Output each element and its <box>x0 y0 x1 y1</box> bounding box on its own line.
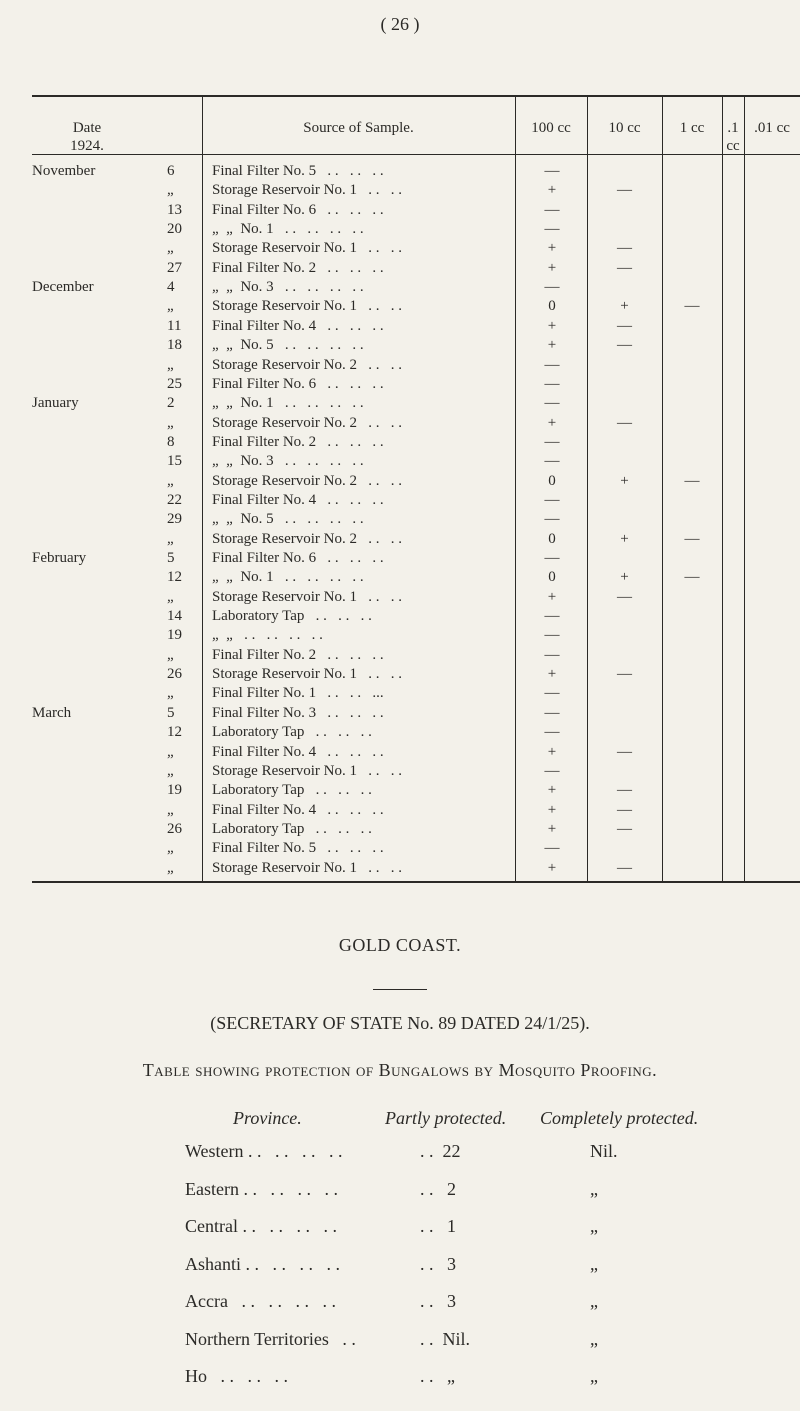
partly-protected-value: . . 1 <box>420 1216 456 1236</box>
date-day: „ <box>167 840 174 857</box>
sample-source: Final Filter No. 4 . . . . . . <box>212 491 384 508</box>
sample-source: Final Filter No. 6 . . . . . . <box>212 550 384 566</box>
sample-source: Laboratory Tap . . . . . . <box>212 782 372 799</box>
table-row <box>32 723 800 741</box>
partly-protected-value: . . Nil. <box>420 1328 471 1349</box>
result-100cc: + <box>547 317 557 334</box>
result-10cc: + <box>620 569 629 586</box>
date-day: 19 <box>167 782 182 799</box>
date-month: December <box>32 279 94 296</box>
result-1cc: — <box>684 569 700 586</box>
date-day: „ <box>167 356 174 373</box>
table-top-rule <box>32 95 800 97</box>
result-1cc: — <box>684 298 700 315</box>
header-1cc: 1 cc <box>679 120 705 136</box>
result-100cc: — <box>544 762 560 779</box>
result-10cc: — <box>617 259 632 276</box>
date-month: November <box>32 163 96 179</box>
province-name: Ho . . . . . . <box>185 1366 288 1386</box>
sample-source: Final Filter No. 5 . . . . . . <box>212 840 384 857</box>
result-100cc: + <box>547 182 557 199</box>
table-row <box>32 510 800 528</box>
province-name: Northern Territories . . <box>185 1328 356 1349</box>
date-day: 20 <box>167 221 182 238</box>
table-row <box>32 239 800 257</box>
province-name: Eastern . . . . . . . . <box>185 1178 338 1199</box>
sample-source: Storage Reservoir No. 1 . . . . <box>212 859 402 876</box>
result-10cc: — <box>617 182 632 199</box>
sample-source: „ „ No. 5 . . . . . . . . <box>212 337 364 354</box>
result-100cc: + <box>547 240 557 257</box>
partly-protected-value: . . 2 <box>420 1178 456 1199</box>
protection-row <box>0 1328 800 1350</box>
table-row <box>32 743 800 761</box>
date-day: „ <box>167 762 174 779</box>
result-100cc: — <box>544 163 560 179</box>
gold-coast-title: GOLD COAST. <box>338 935 462 955</box>
date-day: 12 <box>167 569 182 586</box>
result-100cc: + <box>547 337 557 354</box>
protection-row <box>0 1215 800 1237</box>
protection-row <box>0 1290 800 1312</box>
page-number: ( 26 ) <box>380 14 420 34</box>
result-100cc: — <box>544 704 560 721</box>
table-row <box>32 336 800 354</box>
result-100cc: — <box>544 395 560 412</box>
date-day: 12 <box>167 724 182 741</box>
date-day: 11 <box>167 317 182 334</box>
result-100cc: + <box>547 414 557 431</box>
header-point1cc: .1 cc <box>726 120 740 154</box>
result-100cc: — <box>544 279 560 296</box>
sample-source: Final Filter No. 3 . . . . . . <box>212 704 384 721</box>
sample-source: Final Filter No. 2 . . . . . . <box>212 646 384 663</box>
date-day: „ <box>167 646 174 663</box>
date-day: „ <box>167 588 174 605</box>
date-month: January <box>32 395 79 412</box>
province-name: Accra . . . . . . . . <box>185 1291 336 1311</box>
result-100cc: 0 <box>548 569 556 586</box>
date-day: „ <box>167 240 174 257</box>
result-100cc: — <box>544 375 560 392</box>
sample-source: Final Filter No. 1 . . . . ... <box>212 685 384 702</box>
table-row <box>32 491 800 509</box>
date-day: „ <box>167 530 174 547</box>
sample-source: Laboratory Tap . . . . . . <box>212 608 372 625</box>
table-row <box>32 317 800 335</box>
date-day: 15 <box>167 453 182 470</box>
province-name: Ashanti . . . . . . . . <box>185 1253 340 1274</box>
protection-row <box>0 1140 800 1162</box>
header-date: Date 1924. <box>70 120 104 154</box>
table-row <box>32 452 800 470</box>
completely-protected-value: Nil. <box>590 1141 618 1161</box>
sample-source: Storage Reservoir No. 2 . . . . <box>212 356 402 373</box>
partly-protected-value: . . 22 <box>420 1141 461 1161</box>
table-row <box>32 394 800 412</box>
sample-source: Final Filter No. 4 . . . . . . <box>212 743 384 760</box>
table-row <box>32 839 800 857</box>
province-name: Central . . . . . . . . <box>185 1216 337 1236</box>
protection-row <box>0 1178 800 1200</box>
result-100cc: — <box>544 724 560 741</box>
partly-protected-value: . . „ <box>420 1366 455 1386</box>
date-day: 13 <box>167 201 182 218</box>
table-row <box>32 297 800 315</box>
date-day: 19 <box>167 627 182 644</box>
date-day: „ <box>167 472 174 489</box>
header-partly-protected: Partly protected. <box>385 1108 507 1128</box>
date-day: 5 <box>167 704 175 721</box>
result-100cc: — <box>544 608 560 625</box>
partly-protected-value: . . 3 <box>420 1253 456 1274</box>
result-1cc: — <box>684 530 700 547</box>
date-day: 8 <box>167 433 175 450</box>
date-day: 6 <box>167 163 175 179</box>
table-row <box>32 607 800 625</box>
result-100cc: 0 <box>548 298 556 315</box>
result-10cc: + <box>620 472 629 489</box>
sample-source: Final Filter No. 4 . . . . . . <box>212 801 384 818</box>
result-100cc: — <box>544 511 560 528</box>
sample-source: Final Filter No. 5 . . . . . . <box>212 163 384 179</box>
table-row <box>32 162 800 180</box>
date-month: February <box>32 550 87 566</box>
table-row <box>32 433 800 451</box>
date-day: 5 <box>167 550 175 566</box>
completely-protected-value: „ <box>590 1291 598 1311</box>
sample-source: Storage Reservoir No. 1 . . . . <box>212 298 402 315</box>
result-10cc: + <box>620 530 629 547</box>
header-rule <box>32 154 800 155</box>
sample-source: Final Filter No. 6 . . . . . . <box>212 201 384 218</box>
table-row <box>32 646 800 664</box>
sample-source: Storage Reservoir No. 1 . . . . <box>212 588 402 605</box>
table-row <box>32 568 800 586</box>
sample-source: „ „ No. 5 . . . . . . . . <box>212 511 364 528</box>
result-100cc: + <box>547 782 557 799</box>
sample-source: Storage Reservoir No. 1 . . . . <box>212 240 402 257</box>
result-10cc: — <box>617 337 632 354</box>
sample-source: Final Filter No. 4 . . . . . . <box>212 317 384 334</box>
title-separator <box>373 989 427 990</box>
table-row <box>32 356 800 374</box>
sample-source: Storage Reservoir No. 2 . . . . <box>212 472 402 489</box>
completely-protected-value: „ <box>590 1253 598 1274</box>
result-100cc: 0 <box>548 530 556 547</box>
completely-protected-value: „ <box>590 1216 598 1236</box>
date-day: „ <box>167 685 174 702</box>
table-row <box>32 220 800 238</box>
date-day: 29 <box>167 511 182 528</box>
date-day: 26 <box>167 666 182 683</box>
result-100cc: — <box>544 627 560 644</box>
sample-source: Storage Reservoir No. 1 . . . . <box>212 762 402 779</box>
result-10cc: — <box>617 588 632 605</box>
date-day: 18 <box>167 337 182 354</box>
date-day: „ <box>167 859 174 876</box>
table-row <box>32 472 800 490</box>
date-day: 2 <box>167 395 175 412</box>
date-day: „ <box>167 414 174 431</box>
table-row <box>32 762 800 780</box>
result-100cc: — <box>544 433 560 450</box>
date-day: 27 <box>167 259 182 276</box>
date-day: „ <box>167 298 174 315</box>
table-row <box>32 588 800 606</box>
sample-source: „ „ . . . . . . . . <box>212 627 323 644</box>
date-day: 14 <box>167 608 182 625</box>
sample-source: „ „ No. 1 . . . . . . . . <box>212 221 364 238</box>
result-10cc: — <box>617 666 632 683</box>
sample-source: „ „ No. 3 . . . . . . . . <box>212 279 364 296</box>
result-100cc: — <box>544 646 560 663</box>
header-province: Province. <box>233 1108 302 1128</box>
result-10cc: — <box>617 414 632 431</box>
completely-protected-value: „ <box>590 1328 598 1349</box>
sample-source: Final Filter No. 2 . . . . . . <box>212 259 384 276</box>
header-completely-protected: Completely protected. <box>540 1108 699 1128</box>
result-100cc: — <box>544 491 560 508</box>
table-row <box>32 801 800 819</box>
table-row <box>32 549 800 567</box>
result-100cc: — <box>544 550 560 566</box>
date-month: March <box>32 704 72 721</box>
result-100cc: + <box>547 743 557 760</box>
sample-source: Laboratory Tap . . . . . . <box>212 820 372 837</box>
table-row <box>32 181 800 199</box>
result-100cc: 0 <box>548 472 556 489</box>
result-100cc: + <box>547 588 557 605</box>
sample-source: „ „ No. 1 . . . . . . . . <box>212 569 364 586</box>
header-100cc: 100 cc <box>531 120 571 136</box>
table-row <box>32 684 800 702</box>
table-row <box>32 820 800 838</box>
sample-source: Storage Reservoir No. 2 . . . . <box>212 530 402 547</box>
result-100cc: — <box>544 453 560 470</box>
result-10cc: — <box>617 782 632 799</box>
sample-source: Storage Reservoir No. 1 . . . . <box>212 182 402 199</box>
sample-source: Final Filter No. 2 . . . . . . <box>212 433 384 450</box>
result-100cc: + <box>547 801 557 818</box>
sample-source: „ „ No. 1 . . . . . . . . <box>212 395 364 412</box>
table-row <box>32 859 800 877</box>
province-name: Western . . . . . . . . <box>185 1141 343 1161</box>
result-10cc: — <box>617 317 632 334</box>
table-row <box>32 530 800 548</box>
result-100cc: — <box>544 201 560 218</box>
result-10cc: — <box>617 743 632 760</box>
protection-row <box>0 1365 800 1387</box>
protection-row <box>0 1253 800 1275</box>
table-row <box>32 414 800 432</box>
date-day: „ <box>167 743 174 760</box>
completely-protected-value: „ <box>590 1366 598 1386</box>
reference-line: (SECRETARY OF STATE No. 89 DATED 24/1/25). <box>210 1013 590 1033</box>
protection-table-title: Table showing protection of Bungalows by Mosquito Proofing. <box>142 1060 658 1080</box>
result-100cc: — <box>544 356 560 373</box>
result-10cc: — <box>617 801 632 818</box>
result-10cc: — <box>617 859 632 876</box>
table-row <box>32 626 800 644</box>
result-100cc: + <box>547 859 557 876</box>
sample-source: Laboratory Tap . . . . . . <box>212 724 372 741</box>
header-10cc: 10 cc <box>608 120 641 136</box>
result-100cc: — <box>544 685 560 702</box>
table-row <box>32 781 800 799</box>
result-10cc: + <box>620 298 629 315</box>
result-1cc: — <box>684 472 700 489</box>
table-bottom-rule <box>32 881 800 883</box>
result-100cc: — <box>544 221 560 238</box>
table-row <box>32 375 800 393</box>
sample-source: „ „ No. 3 . . . . . . . . <box>212 453 364 470</box>
sample-source: Final Filter No. 6 . . . . . . <box>212 375 384 392</box>
header-source: Source of Sample. <box>303 120 414 136</box>
sample-source: Storage Reservoir No. 1 . . . . <box>212 666 402 683</box>
table-row <box>32 278 800 296</box>
table-row <box>32 201 800 219</box>
date-day: 22 <box>167 491 182 508</box>
table-row <box>32 259 800 277</box>
partly-protected-value: . . 3 <box>420 1291 456 1311</box>
date-day: 26 <box>167 820 182 837</box>
result-100cc: + <box>547 259 557 276</box>
result-10cc: — <box>617 820 632 837</box>
result-10cc: — <box>617 240 632 257</box>
sample-source: Storage Reservoir No. 2 . . . . <box>212 414 402 431</box>
result-100cc: + <box>547 820 557 837</box>
header-point01cc: .01 cc <box>754 120 790 136</box>
date-day: „ <box>167 182 174 199</box>
date-day: „ <box>167 801 174 818</box>
table-row <box>32 665 800 683</box>
result-100cc: + <box>547 666 557 683</box>
date-day: 4 <box>167 279 175 296</box>
table-row <box>32 704 800 722</box>
completely-protected-value: „ <box>590 1178 598 1199</box>
result-100cc: — <box>544 840 560 857</box>
date-day: 25 <box>167 375 182 392</box>
